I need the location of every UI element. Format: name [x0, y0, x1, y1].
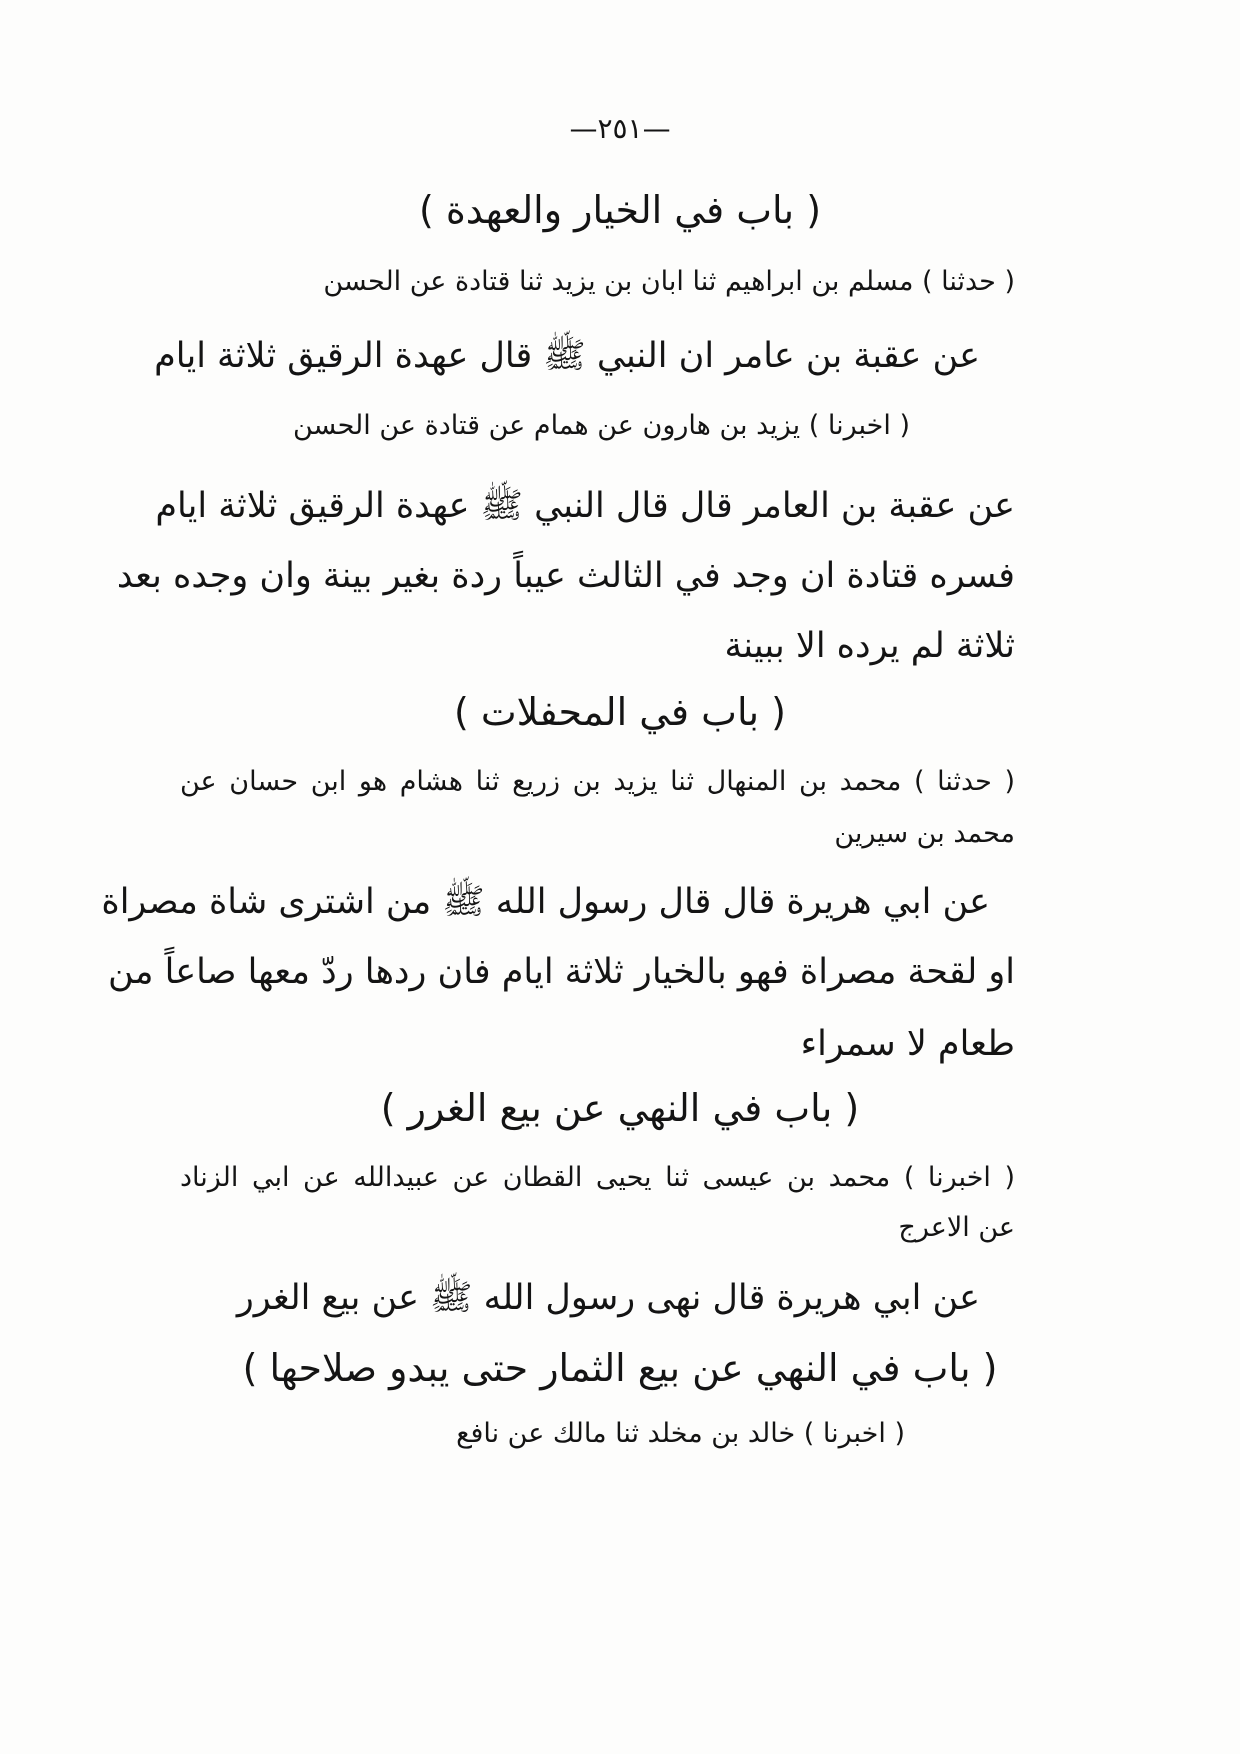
isnad-line: ( اخبرنا ) يزيد بن هارون عن همام عن قتادة عن الحسن	[292, 410, 910, 441]
isnad-line: ( حدثنا ) مسلم بن ابراهيم ثنا ابان بن يزيد ثنا قتادة عن الحسن	[323, 266, 1015, 297]
matn-line: او لقحة مصراة فهو بالخيار ثلاثة ايام فان ردها ردّ معها صاعاً من	[108, 952, 1015, 992]
isnad-line: ( حدثنا ) محمد بن المنهال ثنا يزيد بن زريع ثنا هشام هو ابن حسان عن	[180, 766, 1015, 797]
page-number: —٢٥١—	[569, 112, 671, 145]
chapter-heading-gharar: ( باب في النهي عن بيع الغرر )	[380, 1086, 860, 1130]
chapter-heading-muhaffalat: ( باب في المحفلات )	[453, 690, 787, 734]
matn-line: عن ابي هريرة قال نهى رسول الله ﷺ عن بيع الغرر	[236, 1278, 980, 1318]
isnad-line: محمد بن سيرين	[834, 818, 1015, 849]
matn-line: عن عقبة بن عامر ان النبي ﷺ قال عهدة الرقيق ثلاثة ايام	[154, 336, 980, 376]
chapter-heading-khiyar: ( باب في الخيار والعهدة )	[418, 188, 822, 232]
isnad-line: عن الاعرج	[898, 1212, 1015, 1243]
matn-line: طعام لا سمراء	[800, 1024, 1015, 1064]
isnad-line: ( اخبرنا ) محمد بن عيسى ثنا يحيى القطان عن عبيدالله عن ابي الزناد	[180, 1162, 1015, 1193]
matn-line: ثلاثة لم يرده الا ببينة	[724, 626, 1015, 666]
isnad-line: ( اخبرنا ) خالد بن مخلد ثنا مالك عن نافع	[456, 1418, 905, 1449]
matn-line: فسره قتادة ان وجد في الثالث عيباً ردة بغير بينة وان وجده بعد	[116, 556, 1015, 596]
matn-line: عن ابي هريرة قال قال رسول الله ﷺ من اشترى شاة مصراة	[101, 882, 990, 922]
matn-line: عن عقبة بن العامر قال قال النبي ﷺ عهدة الرقيق ثلاثة ايام	[155, 486, 1015, 526]
chapter-heading-thimar: ( باب في النهي عن بيع الثمار حتى يبدو صلاحها )	[242, 1346, 998, 1390]
